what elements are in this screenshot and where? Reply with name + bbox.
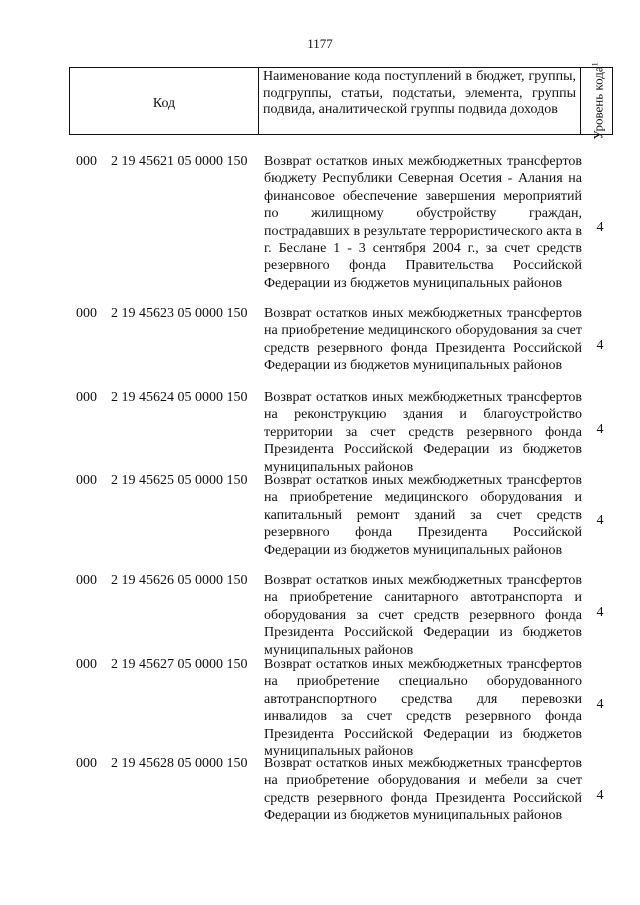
revenue-description: Возврат остатков иных межбюджетных трансфертов бюджету Республики Северная Осетия - Алания на финансовое обеспечение завершения мероприятий по жилищному обустройству граждан, пострадавших в результате террористического акта в г. Беслане 1 - 3 сентября 2004 г., за счет средств резервного фонда Правительства Российской Федерации из бюджетов муниципальных районов bbox=[264, 154, 582, 291]
revenue-description: Возврат остатков иных межбюджетных трансфертов на приобретение медицинского оборудования за счет средств резервного фонда Президента Российской Федерации из бюджетов муниципальных районов bbox=[264, 306, 582, 374]
header-name-label: Наименование кода поступлений в бюджет, группы, подгруппы, статьи, подстатьи, элемента, группы подвида, аналитической группы подвида доходов bbox=[263, 69, 576, 117]
admin-code: 000 bbox=[76, 306, 97, 321]
revenue-code: 2 19 45621 05 0000 150 bbox=[111, 154, 248, 169]
admin-code: 000 bbox=[76, 154, 97, 169]
revenue-code: 2 19 45623 05 0000 150 bbox=[111, 306, 248, 321]
header-level-cell bbox=[581, 62, 612, 140]
admin-code: 000 bbox=[76, 573, 97, 588]
revenue-code: 2 19 45628 05 0000 150 bbox=[111, 756, 248, 771]
code-level: 4 bbox=[596, 220, 604, 235]
code-level: 4 bbox=[596, 788, 604, 803]
revenue-description: Возврат остатков иных межбюджетных трансфертов на приобретение оборудования и мебели за счет средств резервного фонда Президента Российской Федерации из бюджетов муниципальных районов bbox=[264, 756, 582, 824]
revenue-description: Возврат остатков иных межбюджетных трансфертов на приобретение санитарного автотранспорта и оборудования за счет средств резервного фонда Президента Российской Федерации из бюджетов муниципальных районов bbox=[264, 573, 582, 658]
admin-code: 000 bbox=[76, 657, 97, 672]
admin-code: 000 bbox=[76, 756, 97, 771]
revenue-code: 2 19 45624 05 0000 150 bbox=[111, 390, 248, 405]
revenue-code: 2 19 45626 05 0000 150 bbox=[111, 573, 248, 588]
header-level-footnote: 1 bbox=[589, 62, 599, 67]
page-number: 1177 bbox=[307, 36, 333, 51]
code-level: 4 bbox=[596, 605, 604, 620]
code-level: 4 bbox=[596, 422, 604, 437]
revenue-description: Возврат остатков иных межбюджетных трансфертов на реконструкцию здания и благоустройство территории за счет средств резервного фонда Президента Российской Федерации из бюджетов муниципальных районов bbox=[264, 390, 582, 475]
header-code-label: Код bbox=[152, 96, 176, 111]
header-name-cell bbox=[259, 68, 581, 134]
revenue-description: Возврат остатков иных межбюджетных трансфертов на приобретение медицинского оборудования и капитальный ремонт зданий за счет средств резервного фонда Президента Российской Федерации из бюджетов муниципальных районов bbox=[264, 473, 582, 558]
revenue-code: 2 19 45625 05 0000 150 bbox=[111, 473, 248, 488]
admin-code: 000 bbox=[76, 390, 97, 405]
header-level-label: Уровень кода bbox=[590, 66, 606, 140]
table-header bbox=[69, 62, 613, 140]
admin-code: 000 bbox=[76, 473, 97, 488]
revenue-description: Возврат остатков иных межбюджетных трансфертов на приобретение специально оборудованного автотранспортного средства для перевозки инвалидов за счет средств резервного фонда Президента Российской Федерации из бюджетов муниципальных районов bbox=[264, 657, 582, 760]
header-code-cell bbox=[70, 68, 259, 134]
code-level: 4 bbox=[596, 513, 604, 528]
code-level: 4 bbox=[596, 697, 604, 712]
code-level: 4 bbox=[596, 338, 604, 353]
revenue-code: 2 19 45627 05 0000 150 bbox=[111, 657, 248, 672]
header-level-text bbox=[588, 62, 605, 139]
